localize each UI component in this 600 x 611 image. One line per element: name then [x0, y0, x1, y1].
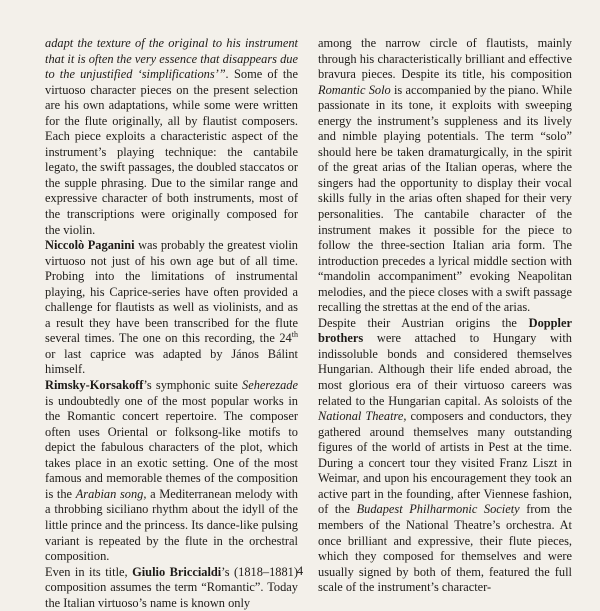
paragraph-text: a Mediterranean melody with a throbbing siciliano rhythm about the idyll of the little prince and the princess. Its dance-like pulsing variant is repeated by the flute in the orchestral composition. — [45, 486, 299, 564]
paragraph-text: ’s (1818–1881) composition assumes the term “Romantic”. Today the Italian virtuoso’s name is known only — [45, 564, 299, 610]
paragraph-paganini — [45, 238, 298, 378]
paragraph-text: Despite their Austrian origins the — [318, 315, 529, 330]
right-column — [318, 36, 572, 596]
paragraph-text: or last caprice was adapted by János Bálint himself. — [45, 346, 298, 377]
paragraph-text: among the narrow circle of flautists, mainly through his characteristically brilliant and effective bravura pieces. Despite its title, his composition — [318, 36, 572, 82]
quote-text: adapt the texture of the original to his instrument that it is often the very essence that disappears due to the unjustified ‘simplifications’”. — [45, 36, 298, 82]
institution-budapest-philharmonic: Budapest Philharmonic Society — [356, 502, 520, 517]
paragraph-text: composers and conductors, they gathered around themselves many outstanding figures of the world of artists in Pest at the time. During a concert tour they visited Franz Liszt in Weimar, and upon his encouragement they took an active part in the founding, after Viennese fashion, of the — [318, 409, 572, 517]
composer-name-paganini: Niccolò Paganini — [45, 238, 135, 253]
left-column — [45, 36, 298, 611]
work-title-romantic-solo: Romantic Solo — [318, 82, 391, 97]
composer-name-briccialdi: Giulio Briccialdi — [132, 564, 222, 579]
paragraph-text: is accompanied by the piano. While passionate in its tone, it exploits with sweeping energy the instrument’s suppleness and its lively and nimble playing potentials. The term “solo” should here be taken dramaturgically, in the spirit of the great arias of the Italian operas, where the singers had the opportunity to display their vocal skills fully in the arias often shaped for their very personalities. The cantabile character of the instrument makes it possible for the piece to follow the three-section Italian aria form. The introduction precedes a lyrical middle section with “mandolin accompaniment” evoking Neapolitan melodies, and the piece closes with a swift passage recalling the strettas at the end of the arias. — [318, 82, 572, 315]
paragraph-text: is undoubtedly one of the most popular works in the Romantic concert repertoire. The composer often uses Oriental or folksong-like motifs to depict the fabulous characters of the plot, which takes place in an exotic setting. One of the most famous and memorable themes of the composition is the — [45, 393, 298, 501]
composer-name-rimsky-korsakoff: Rimsky-Korsakoff — [45, 378, 144, 393]
theme-title-arabian-song: Arabian song, — [75, 486, 147, 501]
work-title-seherezade: Seherezade — [242, 378, 298, 393]
paragraph-text: was probably the greatest violin virtuoso not just of his own age but of all time. Probing into the limitations of instrumental playing, his Caprice-series have often provided a challenge for flautists as well as violinists, and as a result they have been transcribed for the flute several times. The one on this recording, the 24 — [45, 238, 298, 346]
paragraph-text: Even in its title, — [45, 564, 133, 579]
ordinal-suffix: th — [291, 330, 298, 340]
paragraph-doppler — [318, 316, 572, 596]
paragraph-text: were attached to Hungary with indissoluble bonds and considered themselves Hungarian. Although their life ended abroad, the most glorious era of their virtuoso careers was related to the Hungarian capital. As soloists of the — [318, 331, 572, 408]
composer-name-doppler: Doppler brothers — [318, 315, 572, 346]
paragraph-rimsky-korsakoff — [45, 378, 298, 565]
paragraph-flute-transcriptions — [45, 36, 298, 238]
paragraph-text: Some of the virtuoso character pieces on the present selection are his own adaptations, while some were written for the flute originally, all by flautist composers. Each piece exploits a characteristic aspect of the instrument’s playing technique: the cantabile legato, the swift passages, the doubled staccatos or the supple phrasing. Due to the similar range and expressive character of both instruments, most of the transcriptions were originally composed for the violin. — [45, 67, 298, 237]
paragraph-text: ’s symphonic suite — [143, 378, 243, 393]
paragraph-romantic-solo — [318, 36, 572, 316]
institution-national-theatre: National Theatre, — [318, 409, 407, 424]
page-number: 4 — [296, 564, 304, 578]
paragraph-text: from the members of the National Theatre’s orchestra. At once brilliant and expressive, their flute pieces, which they composed for themselves and were usually signed by both of them, featured the full scale of the instrument’s character- — [318, 502, 573, 595]
